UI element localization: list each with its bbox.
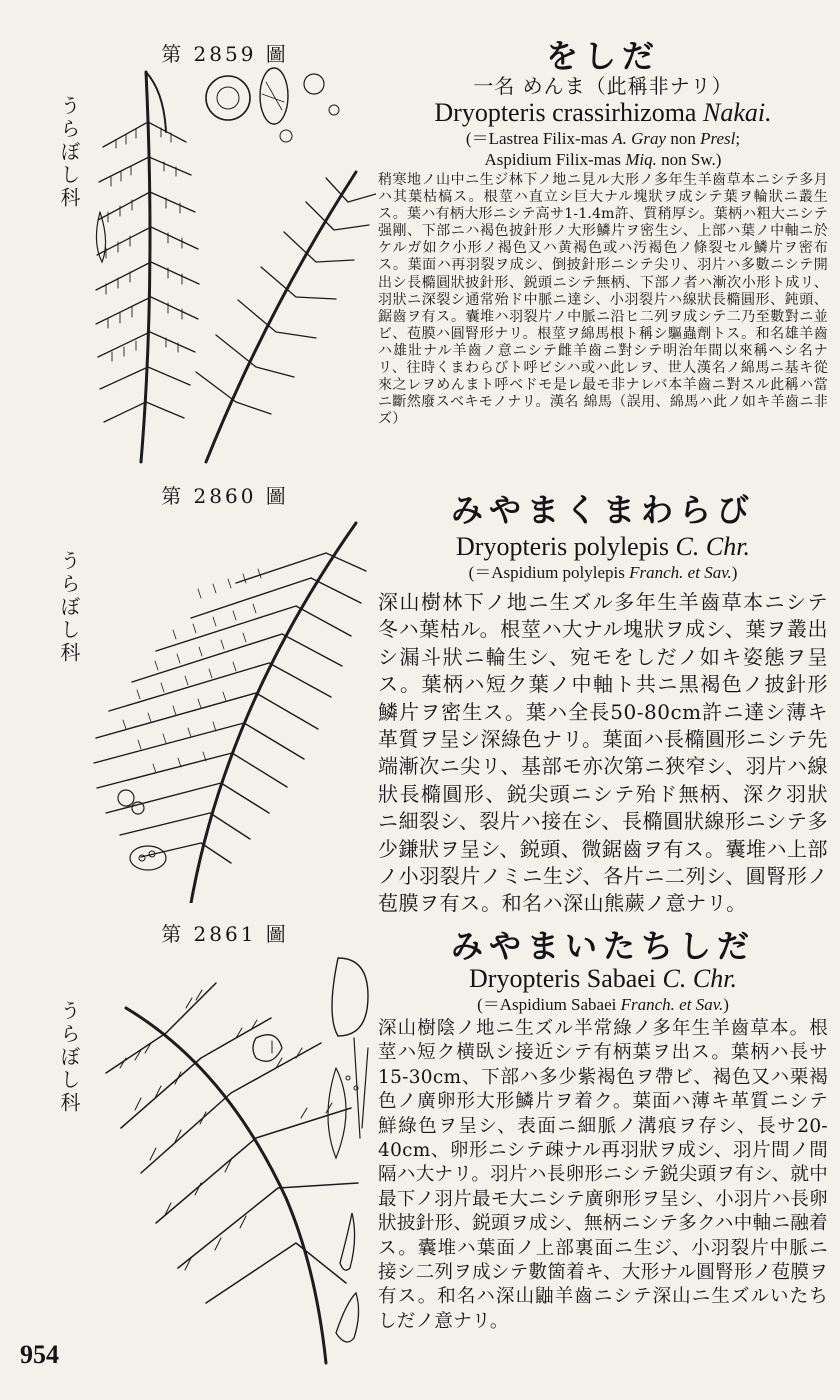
scientific-name-line: [378, 964, 828, 994]
description-text: 深山樹陰ノ地ニ生ズル半常綠ノ多年生羊齒草本。根莖ハ短ク横臥シ接近シテ有柄葉ヲ出ス。葉柄ハ長サ15-30cm、下部ハ多少紫褐色ヲ帶ビ、褐色又ハ栗褐色ノ廣卵形大形鱗片ヲ着ク。葉面ハ薄キ革質ニシテ鮮綠色ヲ呈シ、表面ニ細脈ノ溝痕ヲ存シ、長サ20-40cm、卵形ニシテ疎ナル再羽狀ヲ成シ、羽片間ノ間隔ハ大ナリ。羽片ハ長卵形ニシテ鋭尖頭ヲ有シ、就中最下ノ羽片最モ大ニシテ廣卵形ヲ呈シ、小羽片ハ長卵狀披針形、鋭頭ヲ成シ、無柄ニシテ多クハ中軸ニ融着ス。囊堆ハ葉面ノ上部裏面ニ生ジ、小羽裂片中脈ニ接シ二列ヲ成シテ數箇着キ、大形ナル圓腎形ノ苞膜ヲ有ス。和名ハ深山鼬羊齒ニシテ深山ニ生ズルいたちしだノ意ナリ。: [378, 1018, 828, 1332]
authority: C. Chr.: [662, 964, 737, 993]
synonym-text: non Sw.): [656, 150, 722, 169]
authority: Nakai.: [702, 98, 772, 127]
description-column: [378, 492, 828, 918]
synonym-text: (＝Lastrea Filix-mas: [465, 129, 613, 148]
japanese-name: みやまいたちしだ: [450, 927, 755, 965]
figure-label: 第 2860 圖: [161, 484, 289, 508]
scientific-name-line: [378, 532, 828, 562]
synonym-line: [378, 994, 828, 1015]
scientific-name: Dryopteris Sabaei: [469, 964, 657, 993]
synonym-text: (＝Aspidium Sabaei: [477, 995, 621, 1014]
figure-label: 第 2859 圖: [161, 42, 289, 66]
description-column: [378, 928, 828, 1334]
entry-2860: [0, 470, 840, 916]
synonym-author: Miq.: [625, 150, 657, 169]
figure-label: 第 2861 圖: [161, 922, 289, 946]
synonym-line-2: [378, 149, 828, 170]
fern-illustration: [86, 508, 376, 903]
scientific-name-line: [378, 98, 828, 128]
fern-illustration: [86, 948, 376, 1368]
synonym-line-1: [378, 128, 828, 149]
synonym-text: (＝Aspidium polylepis: [468, 563, 630, 582]
synonym-text: ): [731, 563, 738, 582]
synonym-author: Franch. et Sav.: [620, 995, 724, 1014]
synonym-author: Franch. et Sav.: [629, 563, 732, 582]
synonym-author: A. Gray: [612, 129, 667, 148]
description-text: 稍寒地ノ山中ニ生ジ林下ノ地ニ見ル大形ノ多年生羊齒草本ニシテ多月ハ其葉枯槁ス。根莖ハ直立シ巨大ナル塊狀ヲ成シテ葉ヲ輪狀ニ叢生ス。葉ハ有柄大形ニシテ高サ1-1.4m許、質稍厚シ。葉柄ハ粗大ニシテ强剛、下部ニハ褐色披針形ノ大形鱗片ヲ密生シ、上部ハ葉ノ中軸ニ於ケルガ如ク小形ノ褐色又ハ黄褐色或ハ汚褐色ノ條裂セル鱗片ヲ密布ス。葉面ハ再羽裂ヲ成シ、倒披針形ニシテ尖リ、羽片ハ多數ニシテ開出シ長橢圓狀披針形、鋭頭ニシテ無柄、下部ノ者ハ漸次小形ト成リ、羽狀ニ深裂シ通常殆ド中脈ニ達シ、小羽裂片ハ線狀長橢圓形、鈍頭、鋸齒ヲ有ス。囊堆ハ羽裂片ノ中脈ニ沿ヒ二列ヲ成シテ二乃至數對ニ並ビ、苞膜ハ圓腎形ナリ。根莖ヲ綿馬根ト稱シ驅蟲劑トス。和名雄羊齒ハ雄壯ナル羊齒ノ意ニシテ雌羊齒ニ對シテ明治年間以來稱ヘシ名ナリ、往時くまわらびト呼ビシハ或ハ此レヲ、世人漢名ノ綿馬ニ基キ從來之レヲめんまト呼ベドモ是レ最モ非ナレバ本羊齒ニ對スル此稱ハ當ニ斷然廢スベキモノナリ。漢名 綿馬（誤用、綿馬ハ此ノ如キ羊齒ニ非ズ）: [378, 172, 828, 428]
scientific-name: Dryopteris crassirhizoma: [434, 98, 697, 127]
synonym-line: [378, 562, 828, 583]
synonym-text: ): [723, 995, 729, 1014]
family-label: うらぼし科: [57, 1000, 81, 1115]
fern-illustration: [86, 62, 376, 464]
synonym-author: Presl: [700, 129, 736, 148]
scientific-name: Dryopteris polylepis: [456, 532, 670, 561]
synonym-text: ;: [735, 129, 741, 148]
description-column: [378, 38, 828, 428]
alias-name: 一名 めんま（此稱非ナリ）: [473, 74, 733, 98]
entry-2861: [0, 910, 840, 1400]
japanese-name: みやまくまわらび: [450, 491, 755, 529]
authority: C. Chr.: [675, 532, 750, 561]
synonym-text: Aspidium Filix-mas: [484, 150, 626, 169]
page-number: 954: [20, 1340, 59, 1369]
japanese-name: をしだ: [545, 37, 660, 75]
family-label: うらぼし科: [57, 95, 81, 210]
synonym-text: non: [666, 129, 701, 148]
family-label: うらぼし科: [57, 550, 81, 665]
description-text: 深山樹林下ノ地ニ生ズル多年生羊齒草本ニシテ冬ハ葉枯ル。根莖ハ大ナル塊狀ヲ成シ、葉ヲ叢出シ漏斗狀ニ輪生シ、宛モをしだノ如キ姿態ヲ呈ス。葉柄ハ短ク葉ノ中軸ト共ニ黒褐色ノ披針形鱗片ヲ密生ス。葉ハ全長50-80cm許ニ達シ薄キ革質ヲ呈シ深綠色ナリ。葉面ハ長橢圓形ニシテ先端漸次ニ尖リ、基部モ亦次第ニ狹窄シ、羽片ハ線狀長橢圓形、鋭尖頭ニシテ殆ド無柄、深ク羽狀ニ細裂シ、裂片ハ接在シ、長橢圓狀線形ニシテ多少鎌狀ヲ呈シ、鋭頭、微鋸齒ヲ有ス。囊堆ハ上部ノ小羽裂片ノミニ生ジ、各片ニ二列シ、圓腎形ノ苞膜ヲ有ス。和名ハ深山熊蕨ノ意ナリ。: [378, 590, 828, 916]
entry-2859: [0, 0, 840, 470]
